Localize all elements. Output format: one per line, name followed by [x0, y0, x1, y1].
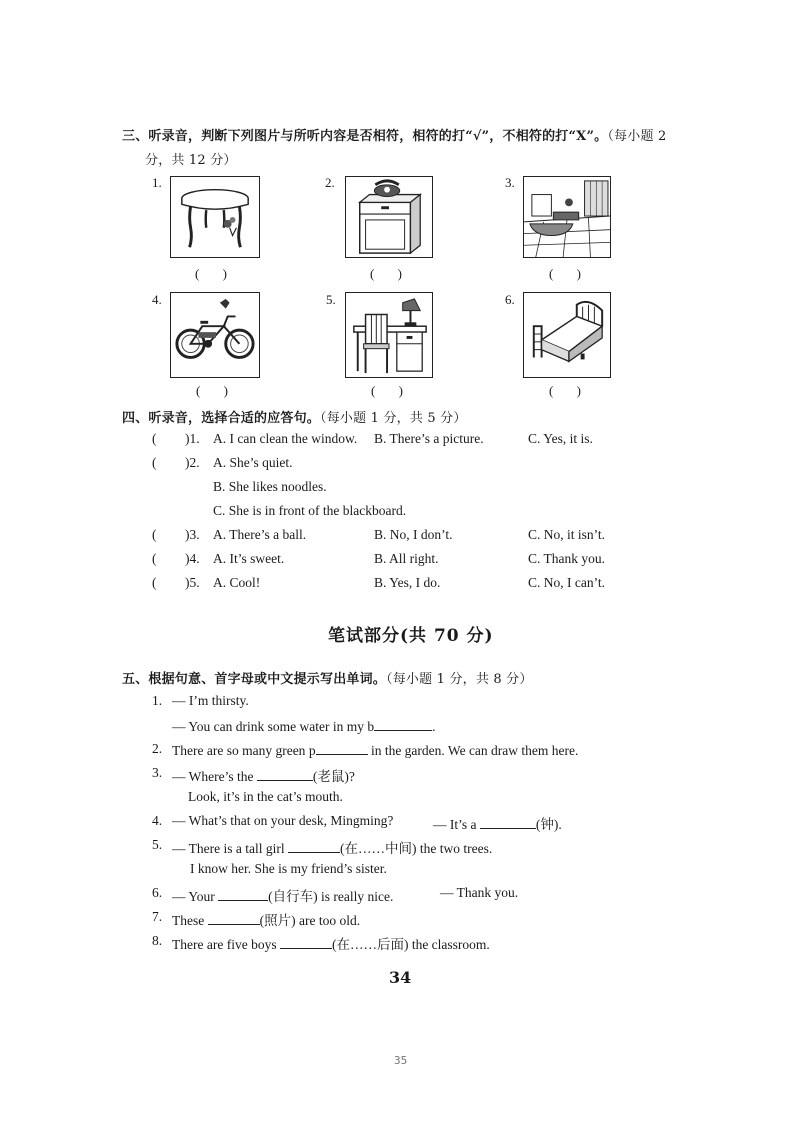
desk-chair-icon — [345, 292, 433, 378]
item-2-answer[interactable]: ( ) — [370, 266, 412, 281]
item-5-number: 5. — [326, 292, 336, 307]
item-5-answer[interactable]: ( ) — [371, 383, 413, 398]
s5-q5-number: 5. — [152, 837, 163, 852]
q1-answer-paren[interactable]: ( — [152, 431, 157, 446]
s5-q4-question: — What’s that on your desk, Mingming? — [172, 813, 394, 828]
s5-q6-number: 6. — [152, 885, 163, 900]
s5-q2-number: 2. — [152, 741, 163, 756]
q1-option-c: C. Yes, it is. — [528, 431, 593, 446]
q3-option-b: B. No, I don’t. — [374, 527, 453, 542]
q2-option-c: C. She is in front of the blackboard. — [213, 503, 407, 518]
q2-option-b: B. She likes noodles. — [213, 479, 327, 494]
q4-number: )4. — [185, 551, 200, 566]
q3-option-a: A. There’s a ball. — [213, 527, 307, 542]
q1-number: )1. — [185, 431, 200, 446]
section5-title: 五、根据句意、首字母或中文提示写出单词。（每小题 1 分，共 8 分） — [122, 672, 533, 687]
bicycle-icon — [170, 292, 260, 378]
bathroom-icon — [523, 176, 611, 258]
s5-q6-line: — Your (自行车) is really nice. — [172, 889, 394, 904]
s5-q6-blank[interactable] — [218, 887, 268, 901]
bed-icon — [523, 292, 611, 378]
s5-q7-number: 7. — [152, 909, 163, 924]
s5-q4-number: 4. — [152, 813, 163, 828]
nightstand-phone-icon — [345, 176, 433, 258]
q2-option-a: A. She’s quiet. — [213, 455, 293, 470]
q3-number: )3. — [185, 527, 200, 542]
item-2-number: 2. — [325, 175, 335, 190]
q4-answer-paren[interactable]: ( — [152, 551, 157, 566]
s5-q1-line1: — I’m thirsty. — [172, 693, 249, 708]
item-3-answer[interactable]: ( ) — [549, 266, 591, 281]
s5-q6-reply: — Thank you. — [440, 885, 519, 900]
s5-q8-number: 8. — [152, 933, 163, 948]
q2-answer-paren[interactable]: ( — [152, 455, 157, 470]
s5-q2-line: There are so many green p in the garden. We can draw them here. — [172, 743, 579, 758]
q3-option-c: C. No, it isn’t. — [528, 527, 606, 542]
item-1-number: 1. — [152, 175, 162, 190]
scan-page-number: 35 — [394, 1054, 408, 1067]
item-4-answer[interactable]: ( ) — [196, 383, 238, 398]
q2-number: )2. — [185, 455, 200, 470]
q3-answer-paren[interactable]: ( — [152, 527, 157, 542]
q4-option-c: C. Thank you. — [528, 551, 605, 566]
q5-number: )5. — [185, 575, 200, 590]
q5-option-a: A. Cool! — [213, 575, 261, 590]
s5-q2-blank[interactable] — [316, 741, 368, 755]
s5-q5-line2: I know her. She is my friend’s sister. — [190, 861, 387, 876]
s5-q4-answer: — It’s a (钟). — [433, 817, 562, 832]
item-6-number: 6. — [505, 292, 515, 307]
q4-option-a: A. It’s sweet. — [213, 551, 285, 566]
s5-q8-line: There are five boys (在……后面) the classroom. — [172, 937, 490, 952]
q5-option-b: B. Yes, I do. — [374, 575, 441, 590]
s5-q5-line1: — There is a tall girl (在……中间) the two trees. — [172, 841, 493, 856]
item-6-answer[interactable]: ( ) — [549, 383, 591, 398]
s5-q3-line2: Look, it’s in the cat’s mouth. — [188, 789, 343, 804]
s5-q5-blank[interactable] — [288, 839, 340, 853]
q1-option-a: A. I can clean the window. — [213, 431, 358, 446]
page-number: 34 — [389, 968, 412, 987]
section3-points: 分，共 12 分） — [145, 153, 237, 168]
s5-q7-line: These (照片) are too old. — [172, 913, 361, 928]
s5-q1-blank[interactable] — [374, 717, 432, 731]
s5-q4-blank[interactable] — [480, 815, 536, 829]
item-3-number: 3. — [505, 175, 515, 190]
s5-q7-blank[interactable] — [208, 911, 260, 925]
section4-title: 四、听录音，选择合适的应答句。（每小题 1 分，共 5 分） — [122, 411, 467, 426]
s5-q3-number: 3. — [152, 765, 163, 780]
s5-q1-hint: b — [367, 719, 375, 734]
item-4-number: 4. — [152, 292, 162, 307]
table-icon — [170, 176, 260, 258]
section3-title: 三、听录音，判断下列图片与所听内容是否相符，相符的打“√”，不相符的打“X”。（每小题 2 — [122, 129, 667, 144]
s5-q8-blank[interactable] — [280, 935, 332, 949]
q5-answer-paren[interactable]: ( — [152, 575, 157, 590]
q1-option-b: B. There’s a picture. — [374, 431, 484, 446]
s5-q3-line1: — Where’s the (老鼠)? — [172, 769, 355, 784]
item-1-answer[interactable]: ( ) — [195, 266, 237, 281]
s5-q2-hint: p — [308, 743, 316, 758]
written-part-heading: 笔试部分(共 70 分) — [328, 626, 494, 646]
s5-q3-blank[interactable] — [257, 767, 313, 781]
q4-option-b: B. All right. — [374, 551, 439, 566]
s5-q1-line2: — You can drink some water in my b . — [172, 719, 436, 734]
q5-option-c: C. No, I can’t. — [528, 575, 605, 590]
s5-q1-number: 1. — [152, 693, 163, 708]
